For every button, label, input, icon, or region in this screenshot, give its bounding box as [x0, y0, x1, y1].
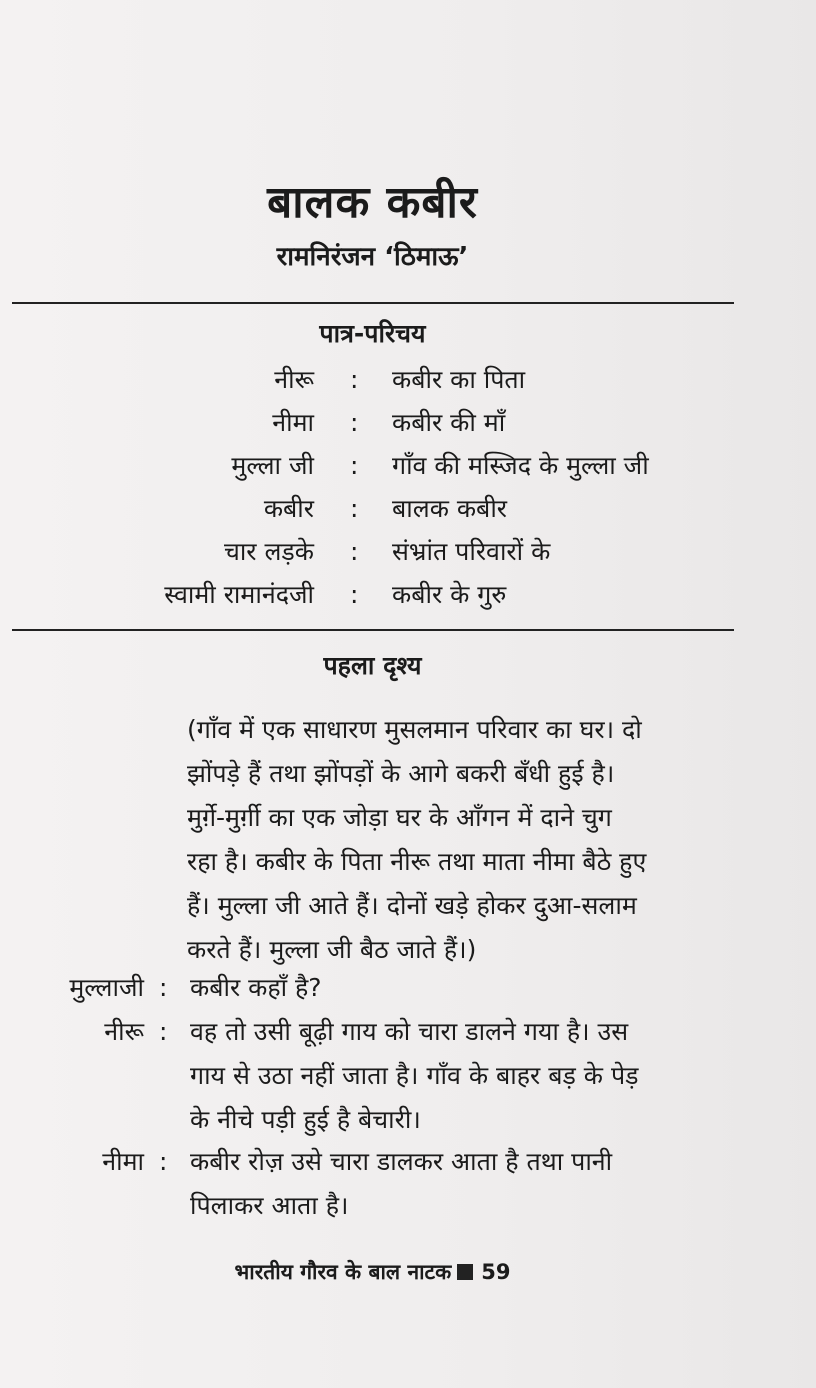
speech-line: गाय से उठा नहीं जाता है। गाँव के बाहर बड़ के पेड़ [190, 1061, 639, 1090]
cast-name: नीरू [274, 365, 314, 394]
square-bullet-icon [457, 1264, 473, 1280]
cast-row [0, 403, 816, 449]
cast-name: स्वामी रामानंदजी [164, 580, 314, 609]
cast-row [0, 360, 816, 406]
cast-row [0, 575, 816, 621]
dialogue-colon: : [159, 973, 168, 1002]
dialogue-colon: : [159, 1147, 168, 1176]
cast-colon: : [350, 365, 359, 394]
stage-line: रहा है। कबीर के पिता नीरू तथा माता नीमा बैठे हुए [187, 847, 647, 876]
cast-row [0, 532, 816, 578]
play-author: रामनिरंजन ‘ठिमाऊ’ [276, 242, 469, 272]
scene-heading: पहला दृश्य [323, 651, 422, 680]
speaker-name: नीरू [104, 1017, 144, 1046]
cast-desc: कबीर का पिता [392, 365, 526, 394]
speech [190, 1140, 739, 1228]
speech-line: वह तो उसी बूढ़ी गाय को चारा डालने गया है। उस [190, 1017, 629, 1046]
cast-row [0, 489, 816, 535]
cast-colon: : [350, 408, 359, 437]
speech-line: के नीचे पड़ी हुई है बेचारी। [190, 1105, 421, 1134]
book-title: भारतीय गौरव के बाल नाटक [234, 1260, 452, 1284]
speaker-name: नीमा [102, 1147, 144, 1176]
cast-colon: : [350, 537, 359, 566]
stage-line: झोंपड़े हैं तथा झोंपड़ों के आगे बकरी बँधी हुई है। [187, 759, 615, 788]
cast-desc: कबीर की माँ [392, 408, 506, 437]
page-footer [0, 1258, 745, 1286]
play-title: बालक कबीर [267, 177, 478, 228]
stage-line: (गाँव में एक साधारण मुसलमान परिवार का घर। दो [187, 715, 642, 744]
cast-name: मुल्ला जी [231, 451, 314, 480]
cast-desc: बालक कबीर [392, 494, 508, 523]
dialogue-colon: : [159, 1017, 168, 1046]
cast-desc: गाँव की मस्जिद के मुल्ला जी [392, 451, 649, 480]
cast-heading: पात्र-परिचय [319, 319, 426, 348]
stage-direction [187, 708, 739, 972]
stage-line: मुर्ग़े-मुर्ग़ी का एक जोड़ा घर के आँगन में दाने चुग [187, 803, 612, 832]
speech [190, 1010, 739, 1142]
speech-line: कबीर रोज़ उसे चारा डालकर आता है तथा पानी [190, 1147, 613, 1176]
speech-line: कबीर कहाँ है? [190, 973, 322, 1002]
cast-name: कबीर [263, 494, 314, 523]
cast-name: चार लड़के [223, 537, 314, 566]
stage-line: करते हैं। मुल्ला जी बैठ जाते हैं।) [187, 935, 477, 964]
divider-bottom [12, 629, 734, 631]
page-number: 59 [481, 1260, 511, 1284]
stage-line: हैं। मुल्ला जी आते हैं। दोनों खड़े होकर दुआ-सलाम [187, 891, 637, 920]
cast-desc: संभ्रांत परिवारों के [392, 537, 551, 566]
cast-row [0, 446, 816, 492]
speech [190, 966, 739, 1010]
divider-top [12, 302, 734, 304]
speaker-name: मुल्लाजी [69, 973, 144, 1002]
cast-colon: : [350, 580, 359, 609]
cast-name: नीमा [272, 408, 314, 437]
cast-colon: : [350, 494, 359, 523]
cast-desc: कबीर के गुरु [392, 580, 507, 609]
cast-colon: : [350, 451, 359, 480]
speech-line: पिलाकर आता है। [190, 1191, 349, 1220]
